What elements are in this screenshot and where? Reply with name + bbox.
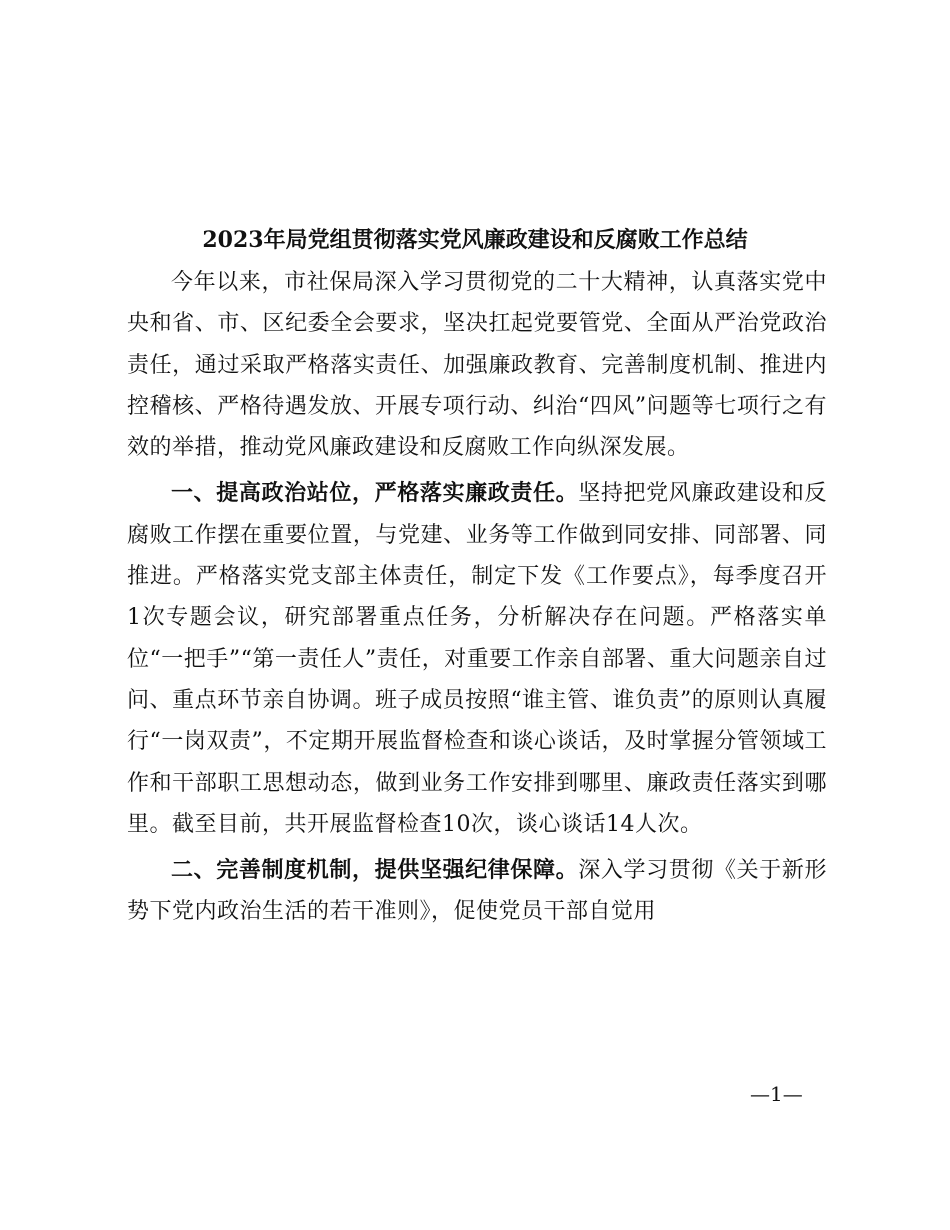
paragraph-section-2 xyxy=(127,850,827,933)
paragraph-text: 深入学习贯彻《关于新形势下党内政治生活的若干准则》，促使党员干部自觉用 xyxy=(127,858,827,925)
page-number: —1— xyxy=(750,1082,803,1106)
paragraph-text: 今年以来，市社保局深入学习贯彻党的二十大精神，认真落实党中央和省、市、区纪委全会要求，坚决扛起党要管党、全面从严治党政治责任，通过采取严格落实责任、加强廉政教育、完善制度机制、推进内控稽核、严格待遇发放、开展专项行动、纠治“四风”问题等七项行之有效的举措，推动党风廉政建设和反腐败工作向纵深发展。 xyxy=(127,270,827,461)
document-body xyxy=(127,262,827,933)
paragraph-text: 坚持把党风廉政建设和反腐败工作摆在重要位置，与党建、业务等工作做到同安排、同部署、同推进。严格落实党支部主体责任，制定下发《工作要点》，每季度召开1次专题会议，研究部署重点任务，分析解决存在问题。严格落实单位“一把手”“第一责任人”责任，对重要工作亲自部署、重大问题亲自过问、重点环节亲自协调。班子成员按照“谁主管、谁负责”的原则认真履行“一岗双责”，不定期开展监督检查和谈心谈话，及时掌握分管领域工作和干部职工思想动态，做到业务工作安排到哪里、廉政责任落实到哪里。截至目前，共开展监督检查10次，谈心谈话14人次。 xyxy=(127,481,827,837)
document-title: 2023年局党组贯彻落实党风廉政建设和反腐败工作总结 xyxy=(202,227,748,253)
section-heading: 二、完善制度机制，提供坚强纪律保障。 xyxy=(171,858,579,884)
section-heading: 一、提高政治站位，严格落实廉政责任。 xyxy=(171,481,579,507)
paragraph-intro xyxy=(127,262,827,468)
paragraph-section-1 xyxy=(127,473,827,845)
